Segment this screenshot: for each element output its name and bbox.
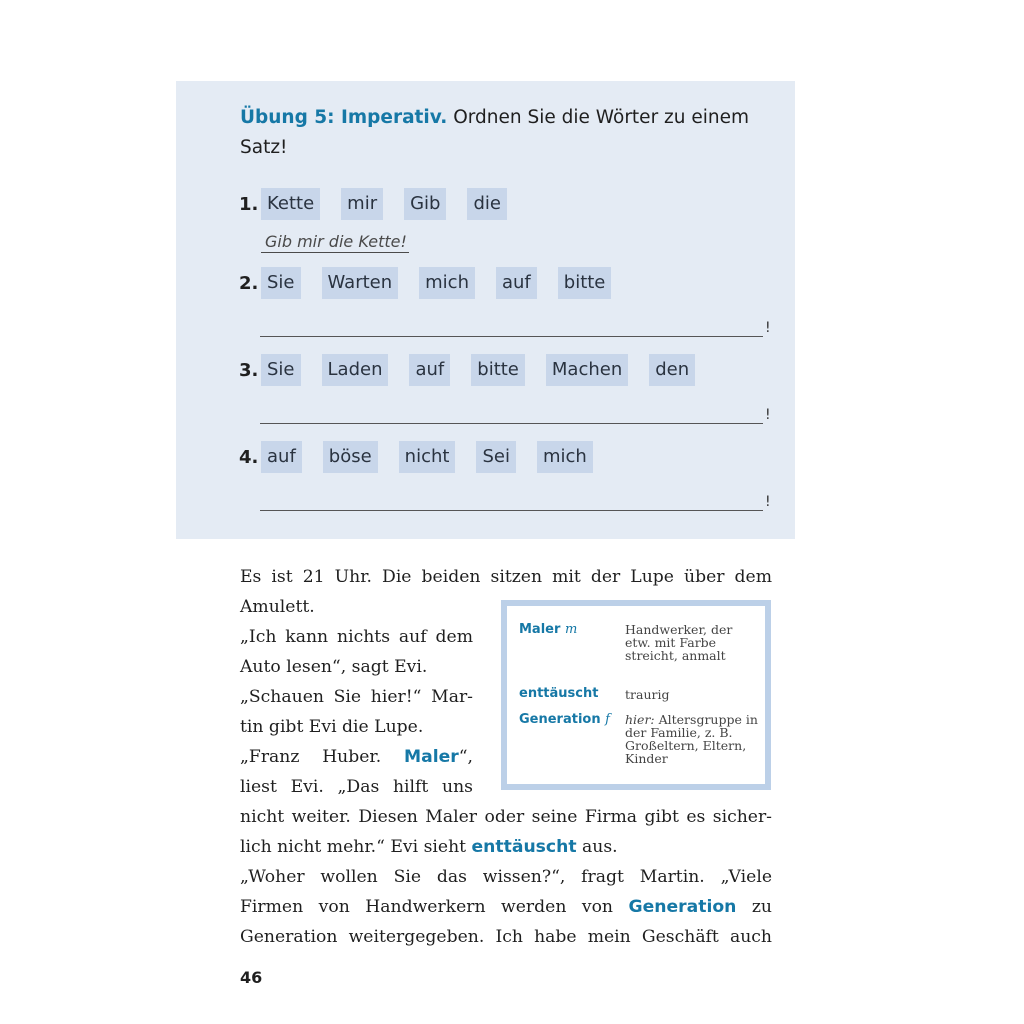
- word-chip: den: [649, 354, 695, 386]
- story-line: Es ist 21 Uhr. Die beiden sitzen mit der Lupe über dem: [240, 567, 772, 587]
- keyword-generation: Generation: [628, 897, 737, 917]
- word-chip: Laden: [322, 354, 389, 386]
- glossary-term: Maler m: [519, 622, 578, 637]
- word-chip: auf: [261, 441, 302, 473]
- story-line: tin gibt Evi die Lupe.: [240, 717, 424, 737]
- word-list: [261, 441, 614, 473]
- word-chip: mich: [537, 441, 593, 473]
- story-line: liest Evi. „Das hilft uns: [240, 777, 473, 797]
- glossary-definition: hier: Altersgruppe in der Familie, z. B. Großeltern, Eltern, Kinder: [625, 712, 758, 766]
- exercise-instruction: Ordnen Sie die Wörter zu einem Satz!: [240, 107, 750, 158]
- word-list: [261, 267, 632, 299]
- glossary-box: [501, 600, 771, 790]
- story-line: Amulett.: [240, 597, 315, 617]
- word-chip: Warten: [322, 267, 399, 299]
- story-line: „Schauen Sie hier!“ Mar-: [240, 687, 473, 707]
- story-line: nicht weiter. Diesen Maler oder seine Firma gibt es sicher-: [240, 807, 772, 827]
- word-list: [261, 188, 528, 220]
- answer-line[interactable]: [260, 423, 763, 424]
- word-chip: böse: [323, 441, 378, 473]
- word-chip: Kette: [261, 188, 320, 220]
- end-mark: !: [765, 407, 771, 423]
- word-chip: Sei: [476, 441, 516, 473]
- word-chip: auf: [496, 267, 537, 299]
- story-line: lich nicht mehr.“ Evi sieht enttäuscht aus.: [240, 837, 618, 857]
- story-line: „Woher wollen Sie das wissen?“, fragt Martin. „Viele: [240, 867, 772, 887]
- word-chip: nicht: [399, 441, 456, 473]
- story-line: „Franz Huber. Maler“,: [240, 747, 473, 767]
- word-chip: Machen: [546, 354, 628, 386]
- item-number: 2.: [239, 273, 259, 294]
- end-mark: !: [765, 494, 771, 510]
- exercise-box: [176, 81, 795, 539]
- answer-line[interactable]: [260, 336, 763, 337]
- glossary-definition: Handwerker, der etw. mit Farbe streicht, anmalt: [625, 622, 733, 663]
- story-line: „Ich kann nichts auf dem: [240, 627, 473, 647]
- story-line: Auto lesen“, sagt Evi.: [240, 657, 428, 677]
- page-number: 46: [240, 968, 263, 987]
- word-chip: mir: [341, 188, 383, 220]
- word-list: [261, 354, 716, 386]
- word-chip: die: [467, 188, 507, 220]
- word-chip: bitte: [471, 354, 525, 386]
- word-chip: Gib: [404, 188, 446, 220]
- exercise-title: [240, 103, 760, 163]
- glossary-definition: traurig: [625, 687, 670, 702]
- keyword-enttaeuscht: enttäuscht: [471, 837, 577, 857]
- word-chip: Sie: [261, 354, 301, 386]
- story-line: Firmen von Handwerkern werden von Generation zu: [240, 897, 773, 917]
- story-line: Generation weitergegeben. Ich habe mein Geschäft auch: [240, 927, 772, 947]
- word-chip: Sie: [261, 267, 301, 299]
- keyword-maler: Maler: [404, 747, 459, 767]
- answer-line[interactable]: [260, 510, 763, 511]
- item-number: 4.: [239, 447, 259, 468]
- item-number: 3.: [239, 360, 259, 381]
- end-mark: !: [765, 320, 771, 336]
- glossary-term: Generation f: [519, 712, 610, 727]
- glossary-term: enttäuscht: [519, 686, 599, 701]
- example-answer: Gib mir die Kette!: [261, 232, 409, 253]
- word-chip: auf: [409, 354, 450, 386]
- word-chip: bitte: [558, 267, 612, 299]
- item-number: 1.: [239, 194, 259, 215]
- word-chip: mich: [419, 267, 475, 299]
- exercise-title-lead: Übung 5: Imperativ.: [240, 107, 448, 128]
